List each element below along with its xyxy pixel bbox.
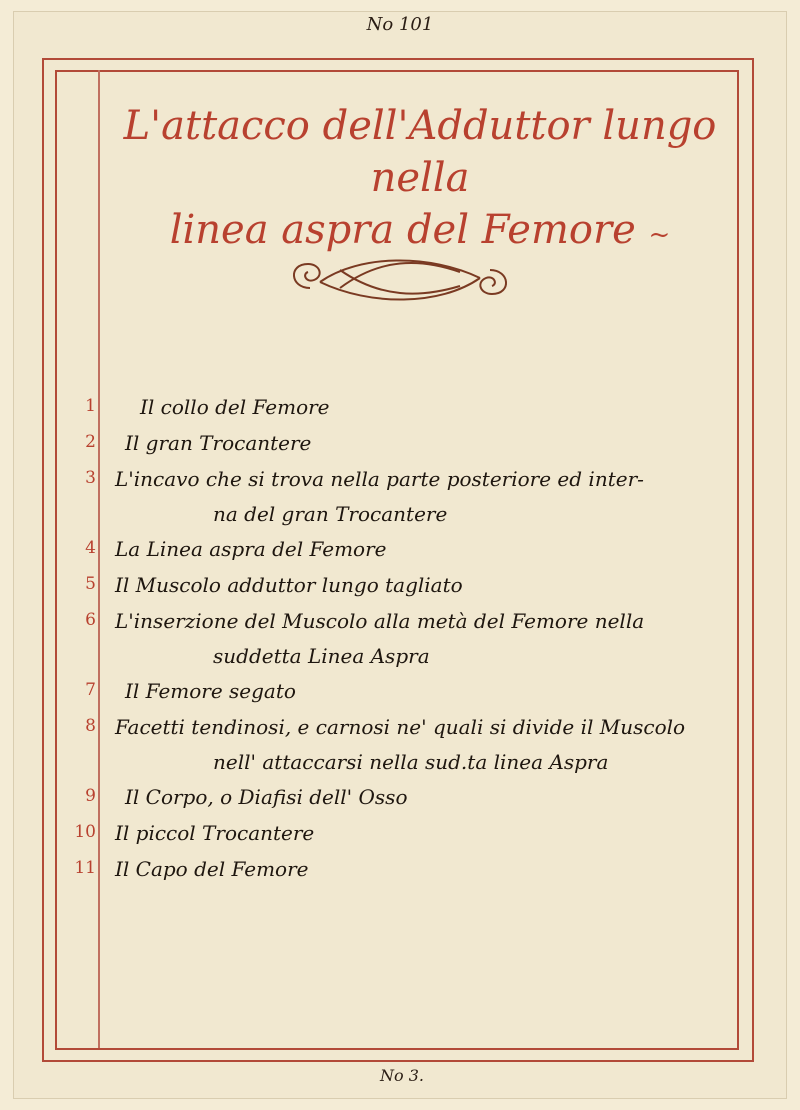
item-number: 4 [85,538,96,558]
item-number: 2 [85,432,96,452]
item-number: 11 [74,858,96,878]
flourish-ornament-icon [280,248,520,310]
item-number: 8 [85,716,96,736]
page-title [100,100,740,261]
item-text-line-1: L'inserzione del Muscolo alla metà del Femore nella [115,609,645,633]
page-number-top: No 101 [366,14,434,35]
item-text [115,462,700,532]
item-text: Il Corpo, o Diafisi dell' Osso [125,785,408,809]
item-number: 10 [74,822,96,842]
item-text-line-2: nell' attaccarsi nella sud.ta linea Aspra [213,750,609,774]
list-item [60,852,700,888]
item-text: Il piccol Trocantere [115,821,315,845]
item-number: 3 [85,468,96,488]
item-text: Il Muscolo adduttor lungo tagliato [115,573,463,597]
list-item [60,390,700,426]
list-item [60,780,700,816]
title-flourish: ~ [648,220,671,250]
item-text-line-1: Facetti tendinosi, e carnosi ne' quali si divide il Muscolo [115,715,686,739]
list-item [60,568,700,604]
list-item [60,674,700,710]
item-number: 6 [85,610,96,630]
item-text: Il Capo del Femore [115,857,309,881]
item-number: 5 [85,574,96,594]
item-text [115,604,700,674]
list-item [60,426,700,462]
item-text: Il gran Trocantere [125,431,312,455]
item-text-line-2: na del gran Trocantere [213,502,448,526]
list-item [60,532,700,568]
item-text-line-1: L'incavo che si trova nella parte posteriore ed inter- [115,467,644,491]
list-item [60,710,700,780]
item-text [115,710,700,780]
list-item [60,816,700,852]
item-text-line-2: suddetta Linea Aspra [213,644,430,668]
list-item [60,604,700,674]
title-line-1: L'attacco dell'Adduttor lungo nella [123,103,717,201]
item-number: 1 [85,396,96,416]
item-text: Il Femore segato [125,679,296,703]
title-line-2-text: linea aspra del Femore [169,207,636,253]
item-text: La Linea aspra del Femore [115,537,387,561]
item-number: 7 [85,680,96,700]
list-item [60,462,700,532]
page-number-bottom: No 3. [380,1066,424,1085]
item-number: 9 [85,786,96,806]
item-text: Il collo del Femore [140,395,330,419]
legend-list [60,390,700,888]
